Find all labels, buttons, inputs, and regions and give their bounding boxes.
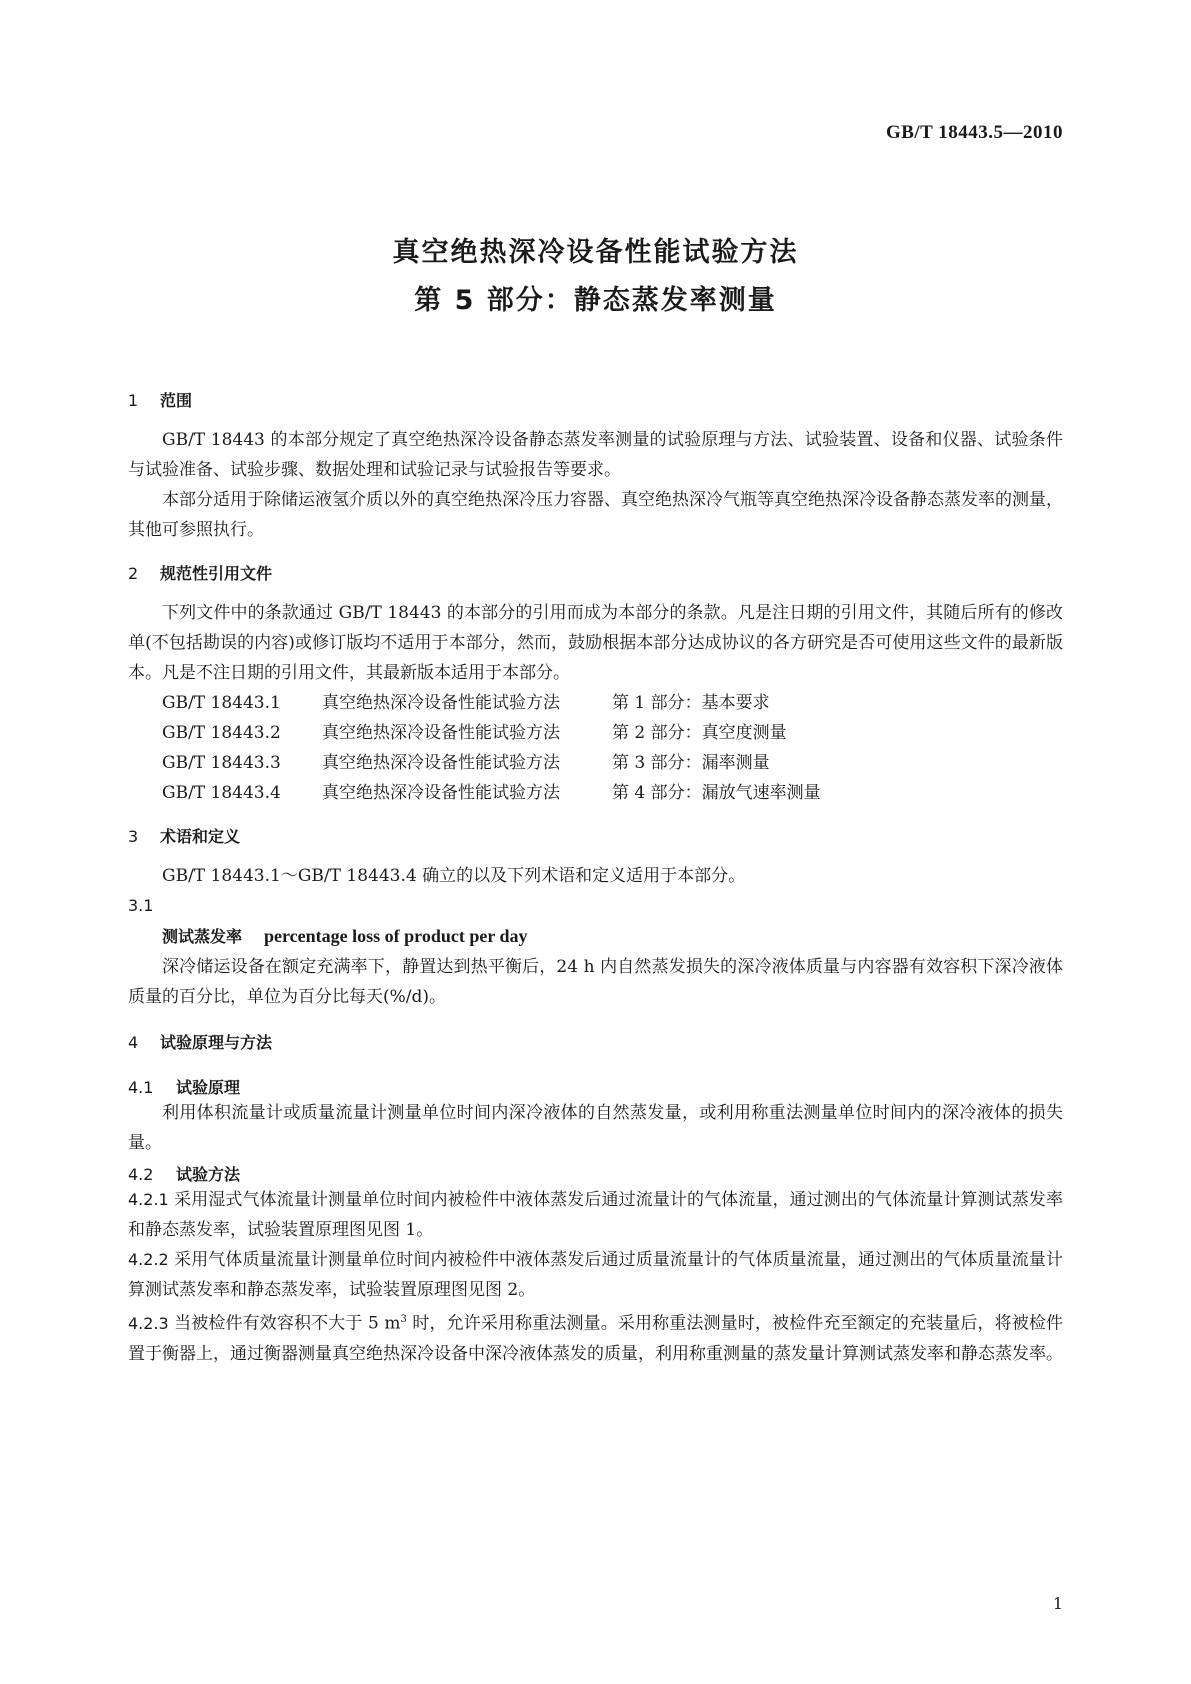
term-english: percentage loss of product per day [264,926,528,946]
reference-title: 真空绝热深冷设备性能试验方法 [322,753,560,773]
section-title: 术语和定义 [160,827,241,846]
reference-part: 第 2 部分：真空度测量 [612,723,787,743]
subsection-title: 试验原理 [176,1078,241,1097]
paragraph: 本部分适用于除储运液氢介质以外的真空绝热深冷压力容器、真空绝热深冷气瓶等真空绝热深冷设备静态蒸发率的测量，其他可参照执行。 [128,490,1063,540]
reference-part: 第 4 部分：漏放气速率测量 [612,783,821,803]
section-4-heading [128,1030,1063,1053]
subsection-4-2-heading [128,1162,1063,1185]
clause-number: 4.2.2 [128,1250,169,1269]
reference-item [128,778,1063,808]
section-number: 3 [128,827,139,846]
term-number: 3.1 [128,896,154,915]
clause-text: 当被检件有效容积不大于 5 m [174,1313,401,1334]
reference-item [128,748,1063,778]
subsection-number: 4.2 [128,1165,154,1184]
reference-part: 第 3 部分：漏率测量 [612,753,770,773]
document-subtitle: 第 5 部分：静态蒸发率测量 [414,285,777,316]
section-title: 范围 [160,391,193,410]
standard-code: GB/T 18443.5—2010 [885,122,1063,143]
section-number: 2 [128,564,139,583]
subsection-number: 4.1 [128,1078,154,1097]
reference-code: GB/T 18443.2 [162,723,281,743]
paragraph: 利用体积流量计或质量流量计测量单位时间内深冷液体的自然蒸发量，或利用称重法测量单位时间内的深冷液体的损失量。 [128,1103,1063,1153]
section-number: 1 [128,391,139,410]
reference-title: 真空绝热深冷设备性能试验方法 [322,723,560,743]
clause-4-2-1 [128,1185,1063,1245]
reference-item [128,688,1063,718]
paragraph: GB/T 18443 的本部分规定了真空绝热深冷设备静态蒸发率测量的试验原理与方法、试验装置、设备和仪器、试验条件与试验准备、试验步骤、数据处理和试验记录与试验报告等要求。 [128,430,1063,480]
page-number: 1 [1052,1594,1063,1613]
subsection-4-1-heading [128,1075,1063,1098]
clause-number: 4.2.3 [128,1313,169,1333]
document-title: 真空绝热深冷设备性能试验方法 [392,237,799,268]
section-2-heading [128,561,1063,584]
term-entry [128,921,1063,952]
superscript: 3 [400,1314,407,1325]
reference-item [128,718,1063,748]
reference-code: GB/T 18443.3 [162,753,281,773]
clause-text: 采用气体质量流量计测量单位时间内被检件中液体蒸发后通过质量流量计的气体质量流量，通过测出的气体质量流量计算测试蒸发率和静态蒸发率，试验装置原理图见图 2。 [128,1250,1063,1300]
section-1-heading [128,388,1063,411]
clause-4-2-2 [128,1245,1063,1305]
section-3-heading [128,824,1063,847]
subsection-title: 试验方法 [176,1165,241,1184]
document-body [128,388,1063,1369]
clause-number: 4.2.1 [128,1190,169,1209]
reference-code: GB/T 18443.4 [162,783,281,803]
clause-text: 采用湿式气体流量计测量单位时间内被检件中液体蒸发后通过流量计的气体流量，通过测出的气体流量计算测试蒸发率和静态蒸发率，试验装置原理图见图 1。 [128,1190,1063,1240]
reference-part: 第 1 部分：基本要求 [612,693,770,713]
section-title: 规范性引用文件 [160,564,273,583]
clause-4-2-3 [128,1305,1063,1369]
reference-title: 真空绝热深冷设备性能试验方法 [322,783,560,803]
clause-text: 时，允许采用称重法测量。采用称重法测量时，被检件充至额定的充装量后，将被检件置于衡器上，通过衡器测量真空绝热深冷设备中深冷液体蒸发的质量，利用称重测量的蒸发量计算测试蒸发率和静态蒸发率。 [128,1313,1064,1364]
term-definition: 深冷储运设备在额定充满率下，静置达到热平衡后，24 h 内自然蒸发损失的深冷液体质量与内容器有效容积下深冷液体质量的百分比，单位为百分比每天(%/d)。 [128,957,1063,1007]
section-number: 4 [128,1033,139,1052]
section-title: 试验原理与方法 [160,1033,273,1052]
paragraph: GB/T 18443.1～GB/T 18443.4 确立的以及下列术语和定义适用于本部分。 [162,866,746,886]
term-chinese: 测试蒸发率 [162,927,243,946]
reference-code: GB/T 18443.1 [162,693,281,713]
paragraph: 下列文件中的条款通过 GB/T 18443 的本部分的引用而成为本部分的条款。凡是注日期的引用文件，其随后所有的修改单(不包括勘误的内容)或修订版均不适用于本部分，然而，鼓励根据本部分达成协议的各方研究是否可使用这些文件的最新版本。凡是不注日期的引用文件，其最新版本适用于本部分。 [128,603,1063,683]
reference-title: 真空绝热深冷设备性能试验方法 [322,693,560,713]
